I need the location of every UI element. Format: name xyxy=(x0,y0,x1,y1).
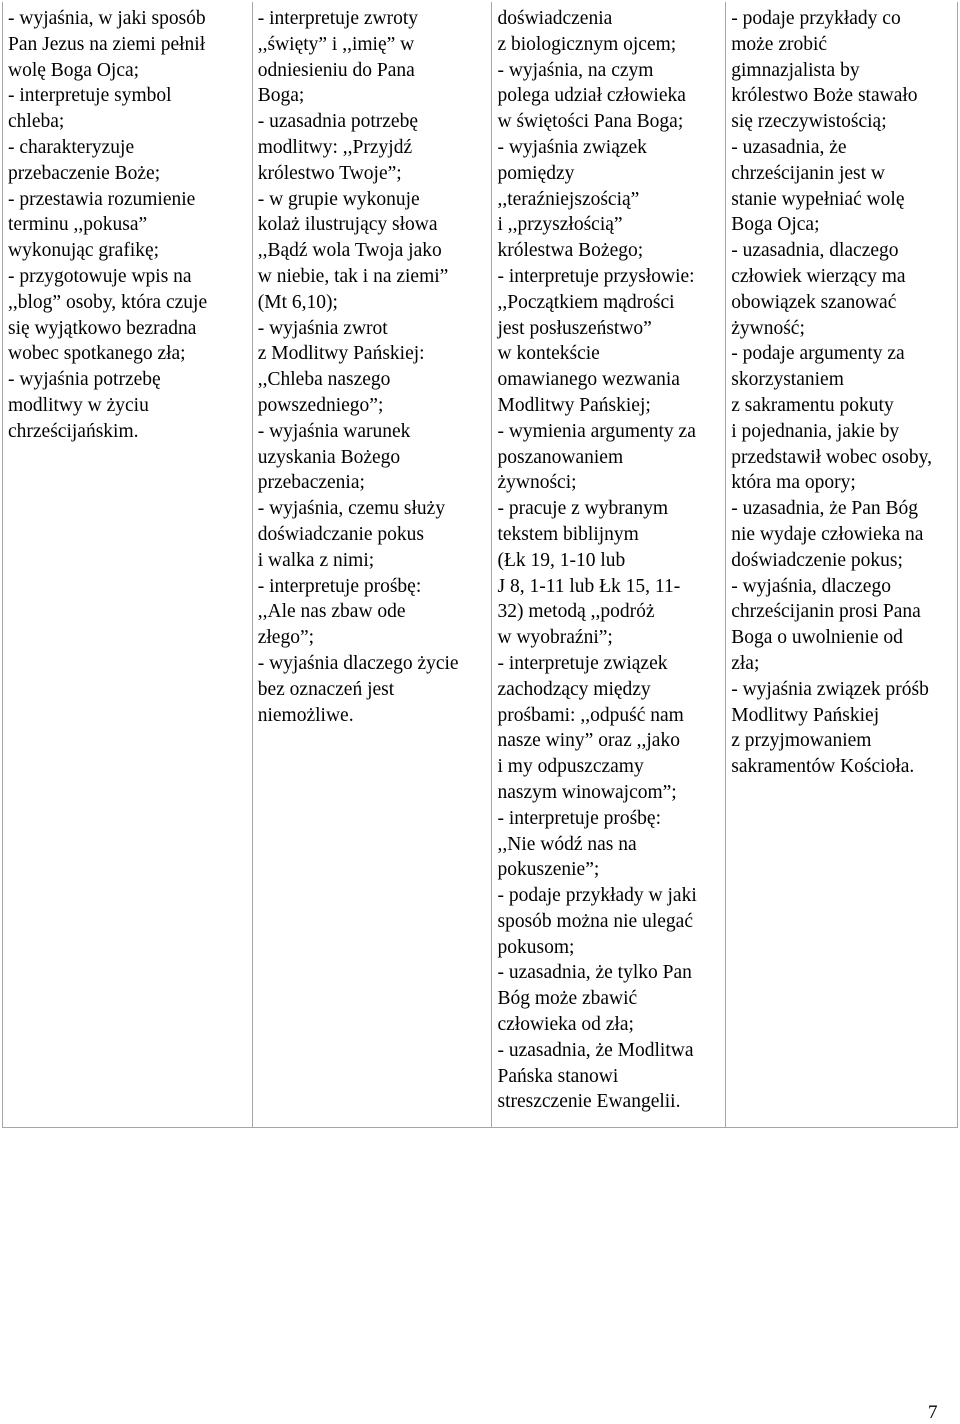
cell-text-line: modlitwy w życiu xyxy=(8,394,149,416)
cell-text-line: ,,Początkiem mądrości xyxy=(497,291,675,313)
cell-text-line: - wyjaśnia potrzebę xyxy=(8,369,161,391)
cell-text-line: z przyjmowaniem xyxy=(731,730,872,752)
cell-text-line: ,,Nie wódź nas na xyxy=(497,833,637,855)
cell-text-line: sakramentów Kościoła. xyxy=(731,756,915,778)
cell-text-line: - wyjaśnia zwrot xyxy=(257,317,388,339)
cell-text-line: - interpretuje związek xyxy=(497,652,668,674)
cell-text-line: - interpretuje prośbę: xyxy=(497,807,662,829)
cell-text-line: i my odpuszczamy xyxy=(497,756,644,778)
cell-text-line: niemożliwe. xyxy=(257,704,354,726)
cell-text-line: złego”; xyxy=(257,627,315,649)
cell-text-line: z Modlitwy Pańskiej: xyxy=(257,343,425,365)
cell-text-line: 32) metodą ,,podróż xyxy=(497,601,655,623)
cell-text-line: (Mt 6,10); xyxy=(257,291,338,313)
cell-text-line: - interpretuje przysłowie: xyxy=(497,265,695,287)
cell-text-line: Modlitwy Pańskiej; xyxy=(497,394,651,416)
cell-text-line: (Łk 19, 1-10 lub xyxy=(497,549,626,571)
cell-text-line: poszanowaniem xyxy=(497,446,624,468)
cell-text-line: przedstawił wobec osoby, xyxy=(731,446,932,468)
cell-text-line: polega udział człowieka xyxy=(497,85,686,107)
cell-text-line: - wyjaśnia, czemu służy xyxy=(257,498,446,520)
cell-text-line: ,,blog” osoby, która czuje xyxy=(8,291,208,313)
cell-text-line: chrześcijańskim. xyxy=(8,420,139,442)
cell-text-line: przebaczenie Boże; xyxy=(8,162,161,184)
cell-text-line: może zrobić xyxy=(731,33,828,55)
table-column-4 xyxy=(726,2,958,1127)
cell-text-line: pomiędzy xyxy=(497,162,575,184)
cell-text-line: doświadczenia xyxy=(497,8,613,29)
cell-text-line: - uzasadnia potrzebę xyxy=(257,111,418,133)
table-column-2 xyxy=(253,2,493,1127)
cell-text-line: jest posłuszeństwo” xyxy=(497,317,652,339)
cell-text-line: się rzeczywistością; xyxy=(731,111,887,133)
cell-text-line: - wymienia argumenty za xyxy=(497,420,696,442)
cell-text-line: żywności; xyxy=(497,472,577,494)
cell-text-line: nasze winy” oraz ,,jako xyxy=(497,730,680,752)
cell-text-line: - wyjaśnia dlaczego życie xyxy=(257,652,459,674)
cell-text-line: nie wydaje człowieka na xyxy=(731,523,924,545)
cell-text-line: wobec spotkanego zła; xyxy=(8,343,186,365)
cell-text-line: królestwo Twoje”; xyxy=(257,162,402,184)
cell-text-line: królestwo Boże stawało xyxy=(731,85,918,107)
cell-text-line: w wyobraźni”; xyxy=(497,627,613,649)
cell-text-line: ,,Ale nas zbaw ode xyxy=(257,601,406,623)
table-column-3 xyxy=(492,2,726,1127)
cell-text-line: królestwa Bożego; xyxy=(497,240,644,262)
cell-text-line: odniesieniu do Pana xyxy=(257,59,415,81)
cell-text-line: - przygotowuje wpis na xyxy=(8,265,192,287)
cell-text-line: ,,Chleba naszego xyxy=(257,369,391,391)
cell-text-line: kolaż ilustrujący słowa xyxy=(257,214,438,236)
cell-text-line: chrześcijanin jest w xyxy=(731,162,886,184)
cell-text-line: - pracuje z wybranym xyxy=(497,498,669,520)
cell-text-line: człowieka od zła; xyxy=(497,1014,634,1036)
cell-text-line: bez oznaczeń jest xyxy=(257,678,395,700)
cell-text-line: - podaje argumenty za xyxy=(731,343,905,365)
cell-text-line: doświadczanie pokus xyxy=(257,523,424,545)
cell-text-line: - uzasadnia, że Pan Bóg xyxy=(731,498,919,520)
cell-text-line: - uzasadnia, że xyxy=(731,136,847,158)
cell-text-line: ,,teraźniejszością” xyxy=(497,188,640,210)
cell-text-line: wykonując grafikę; xyxy=(8,240,160,262)
cell-text-line: i walka z nimi; xyxy=(257,549,375,571)
cell-text-line: naszym winowajcom”; xyxy=(497,781,677,803)
cell-text-line: modlitwy: ,,Przyjdź xyxy=(257,136,413,158)
cell-text-line: Bóg może zbawić xyxy=(497,988,638,1010)
cell-text-line: tekstem biblijnym xyxy=(497,523,639,545)
page-number: 7 xyxy=(928,1402,938,1423)
cell-text-line: z sakramentu pokuty xyxy=(731,394,894,416)
cell-text-line: skorzystaniem xyxy=(731,369,844,391)
cell-text-line: J 8, 1-11 lub Łk 15, 11- xyxy=(497,575,681,597)
cell-text-line: człowiek wierzący ma xyxy=(731,265,906,287)
cell-text-line: wolę Boga Ojca; xyxy=(8,59,140,81)
cell-text-line: pokusom; xyxy=(497,936,575,958)
cell-text-line: Modlitwy Pańskiej xyxy=(731,704,880,726)
cell-text-line: - wyjaśnia związek xyxy=(497,136,647,158)
cell-text-line: - interpretuje symbol xyxy=(8,85,172,107)
cell-text-line: - wyjaśnia, na czym xyxy=(497,59,654,81)
cell-text-line: - charakteryzuje xyxy=(8,136,135,158)
cell-text-line: ,,święty” i ,,imię” w xyxy=(257,33,415,55)
cell-text-line: uzyskania Bożego xyxy=(257,446,401,468)
cell-text-line: w niebie, tak i na ziemi” xyxy=(257,265,449,287)
cell-text-line: - interpretuje zwroty xyxy=(257,8,418,29)
cell-text-line: powszedniego”; xyxy=(257,394,384,416)
cell-text-line: chrześcijanin prosi Pana xyxy=(731,601,921,623)
cell-text-line: doświadczenie pokus; xyxy=(731,549,903,571)
cell-text-line: Pan Jezus na ziemi pełnił xyxy=(8,33,206,55)
cell-text-line: - wyjaśnia warunek xyxy=(257,420,411,442)
cell-text-line: - wyjaśnia, dlaczego xyxy=(731,575,891,597)
cell-text-line: omawianego wezwania xyxy=(497,369,680,391)
cell-text-line: Boga; xyxy=(257,85,305,107)
cell-text-line: żywność; xyxy=(731,317,805,339)
cell-text-line: - podaje przykłady co xyxy=(731,8,901,29)
cell-text-line: Pańska stanowi xyxy=(497,1065,619,1087)
cell-text-line: przebaczenia; xyxy=(257,472,365,494)
cell-text-line: która ma opory; xyxy=(731,472,856,494)
cell-text-line: stanie wypełniać wolę xyxy=(731,188,905,210)
cell-text-line: - uzasadnia, dlaczego xyxy=(731,240,899,262)
cell-text-line: się wyjątkowo bezradna xyxy=(8,317,197,339)
cell-text-line: w kontekście xyxy=(497,343,600,365)
cell-text-line: gimnazjalista by xyxy=(731,59,860,81)
cell-text-line: w świętości Pana Boga; xyxy=(497,111,684,133)
requirements-table xyxy=(2,2,958,1128)
cell-text-line: pokuszenie”; xyxy=(497,859,600,881)
cell-text-line: - interpretuje prośbę: xyxy=(257,575,422,597)
cell-text-line: terminu ,,pokusa” xyxy=(8,214,148,236)
cell-text-line: Boga o uwolnienie od xyxy=(731,627,903,649)
cell-text-line: - podaje przykłady w jaki xyxy=(497,885,697,907)
cell-text-line: zachodzący między xyxy=(497,678,651,700)
cell-text-line: - uzasadnia, że tylko Pan xyxy=(497,962,692,984)
cell-text-line: z biologicznym ojcem; xyxy=(497,33,677,55)
cell-text-line: zła; xyxy=(731,652,760,674)
cell-text-line: - uzasadnia, że Modlitwa xyxy=(497,1039,694,1061)
cell-text-line: obowiązek szanować xyxy=(731,291,897,313)
cell-text-line: - wyjaśnia, w jaki sposób xyxy=(8,8,206,29)
cell-text-line: i pojednania, jakie by xyxy=(731,420,900,442)
cell-text-line: Boga Ojca; xyxy=(731,214,820,236)
table-column-1 xyxy=(3,2,253,1127)
cell-text-line: chleba; xyxy=(8,111,65,133)
cell-text-line: streszczenie Ewangelii. xyxy=(497,1091,681,1113)
cell-text-line: sposób można nie ulegać xyxy=(497,910,693,932)
cell-text-line: - w grupie wykonuje xyxy=(257,188,420,210)
cell-text-line: - wyjaśnia związek próśb xyxy=(731,678,929,700)
cell-text-line: i ,,przyszłością” xyxy=(497,214,623,236)
cell-text-line: ,,Bądź wola Twoja jako xyxy=(257,240,442,262)
cell-text-line: prośbami: ,,odpuść nam xyxy=(497,704,684,726)
cell-text-line: - przestawia rozumienie xyxy=(8,188,196,210)
